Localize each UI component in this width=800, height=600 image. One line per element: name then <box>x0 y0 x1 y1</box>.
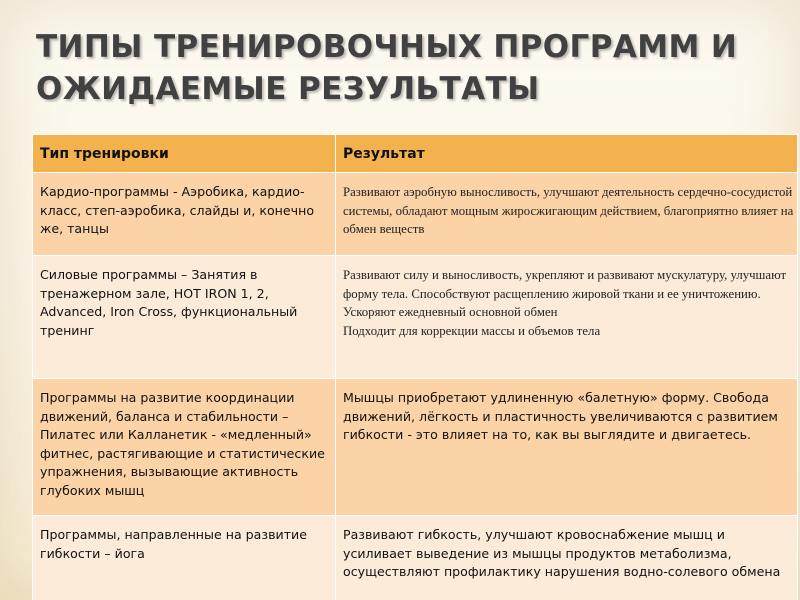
cell-result-flexibility <box>336 516 798 600</box>
title-line-2: ОЖИДАЕМЫЕ РЕЗУЛЬТАТЫ <box>36 71 540 107</box>
cell-type-text: Программы, направленные на развитие гибкости – йога <box>40 527 307 561</box>
title-line-1: ТИПЫ ТРЕНИРОВОЧНЫХ ПРОГРАММ И <box>36 29 738 65</box>
table-row <box>33 173 798 256</box>
cell-result-coordination <box>336 379 798 516</box>
cell-type-cardio <box>33 173 336 256</box>
table-row <box>33 379 798 516</box>
table-row <box>33 516 798 600</box>
cell-result-text: Мышцы приобретают удлиненную «балетную» форму. Свобода движений, лёгкость и пластичность увеличиваются с развитием гибкости - это влияет на то, как вы выглядите и двигаетесь. <box>343 390 778 443</box>
header-training-type: Тип тренировки <box>33 135 336 173</box>
cell-result-cardio <box>336 173 798 256</box>
page-title <box>36 26 776 110</box>
table-row <box>33 256 798 379</box>
cell-result-strength <box>336 256 798 379</box>
cell-result-text: Развивают силу и выносливость, укрепляют и развивают мускулатуру, улучшают форму тела. Способствуют расщеплению жировой ткани и ее уничтожению. Ускоряют ежедневный основной обмен <box>343 268 787 320</box>
cell-type-flexibility <box>33 516 336 600</box>
cell-result-text: Развивают гибкость, улучшают кровоснабжение мышц и усиливает выведение из мышцы продуктов метаболизма, осуществляют профилактику нарушения водно-солевого обмена <box>343 527 781 580</box>
programs-table <box>32 134 798 600</box>
cell-type-coordination <box>33 379 336 516</box>
cell-type-strength <box>33 256 336 379</box>
cell-type-text: Программы на развитие координации движений, баланса и стабильности – Пилатес или Калланетик - «медленный» фитнес, растягивающие и статистические упражнения, вызывающие активность глубоких мышц <box>40 390 325 498</box>
cell-type-text: Кардио-программы - Аэробика, кардио-класс, степ-аэробика, слайды и, конечно же, танцы <box>40 184 315 237</box>
header-result: Результат <box>336 135 798 173</box>
cell-type-text: Силовые программы – Занятия в тренажерном зале, HOT IRON 1, 2, Advanced, Iron Cross, функциональный тренинг <box>40 267 298 338</box>
table-header-row <box>33 135 798 173</box>
cell-result-text-extra: Подходит для коррекции массы и объемов тела <box>343 323 601 338</box>
cell-result-text: Развивают аэробную выносливость, улучшают деятельность сердечно-сосудистой системы, обладают мощным жиросжигающим действием, благоприятно влияет на обмен веществ <box>343 185 794 237</box>
